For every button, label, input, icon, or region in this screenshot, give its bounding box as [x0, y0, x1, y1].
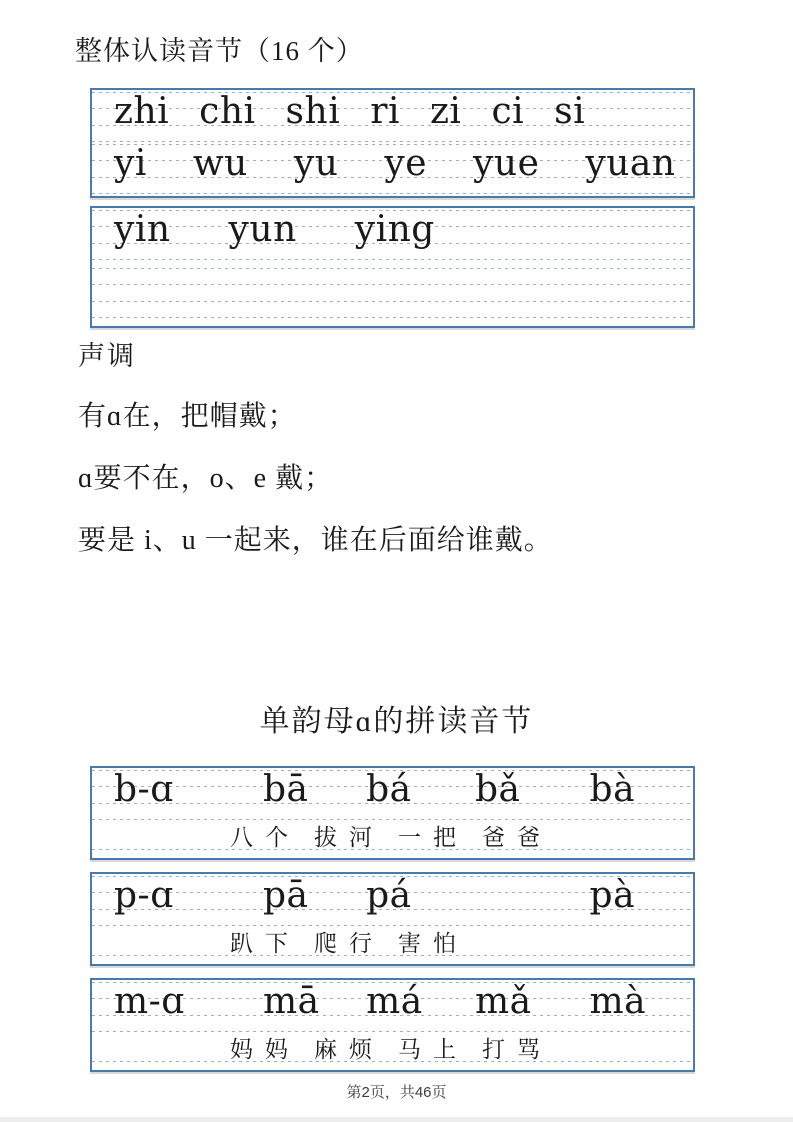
fourline-grid — [92, 210, 693, 260]
hanzi-word-row — [92, 820, 693, 858]
pinyin-syllable: zhi — [114, 91, 170, 132]
pinyin-row — [114, 209, 687, 250]
pinyin-row — [114, 143, 687, 184]
pinyin-syllable: bà — [589, 769, 636, 810]
pinyin-row — [114, 981, 687, 1022]
hanzi-word: 爸爸 — [482, 825, 552, 850]
spelling-box-pa — [90, 872, 695, 966]
spelling-box-ma — [90, 978, 695, 1072]
pinyin-row — [114, 91, 687, 132]
hanzi-words — [230, 1037, 552, 1062]
pinyin-syllable: má — [366, 981, 423, 1022]
pinyin-syllable — [475, 878, 590, 914]
hanzi-word: 拔河 — [314, 825, 384, 850]
fourline-grid — [92, 876, 693, 926]
pinyin-syllable: mā — [262, 981, 320, 1022]
tone-rhyme-line: ɑ要不在，o、e 戴； — [78, 463, 334, 494]
pinyin-formula: m-ɑ — [114, 981, 185, 1022]
hanzi-word: 打骂 — [482, 1037, 552, 1062]
tones-heading: 声调 — [78, 341, 136, 371]
hanzi-word-row — [92, 1032, 693, 1070]
pinyin-syllable: bǎ — [474, 769, 521, 810]
fourline-grid-empty — [92, 268, 693, 318]
tone-rhyme-line: 要是 i、u 一起来，谁在后面给谁戴。 — [78, 525, 553, 556]
hanzi-word: 一把 — [398, 825, 468, 850]
pinyin-syllable: pá — [366, 875, 412, 916]
pinyin-syllable: yuan — [585, 143, 676, 184]
fourline-grid — [92, 982, 693, 1032]
pinyin-syllable: bá — [366, 769, 412, 810]
pinyin-syllable: yu — [293, 143, 339, 184]
hanzi-word: 马上 — [398, 1037, 468, 1062]
pinyin-formula: b-ɑ — [114, 769, 174, 810]
pinyin-syllable: mà — [589, 981, 647, 1022]
pinyin-syllable: yin — [114, 209, 171, 250]
spelling-box-ba — [90, 766, 695, 860]
hanzi-word: 趴下 — [230, 931, 300, 956]
pinyin-grid-box-2 — [90, 206, 695, 328]
pinyin-grid-box-1 — [90, 88, 695, 198]
page-number: 第2页，共46页 — [346, 1084, 447, 1101]
pinyin-row — [114, 875, 687, 916]
pinyin-syllable: ye — [384, 143, 428, 184]
pinyin-syllable: si — [554, 91, 586, 132]
pinyin-syllable: chi — [199, 91, 256, 132]
pinyin-syllable: mǎ — [474, 981, 532, 1022]
fourline-grid — [92, 770, 693, 820]
pinyin-row — [114, 769, 687, 810]
fourline-grid — [92, 144, 693, 194]
pinyin-syllable: wu — [192, 143, 248, 184]
hanzi-word: 麻烦 — [314, 1037, 384, 1062]
pinyin-syllable: ri — [370, 91, 400, 132]
pinyin-syllable: ci — [491, 91, 525, 132]
pinyin-syllable: yun — [228, 209, 297, 250]
section-title-spelling: 单韵母ɑ的拼读音节 — [259, 705, 534, 738]
hanzi-word: 妈妈 — [230, 1037, 300, 1062]
pinyin-syllable: zi — [429, 91, 462, 132]
pinyin-formula: p-ɑ — [114, 875, 174, 916]
hanzi-word: 八个 — [230, 825, 300, 850]
pinyin-syllable: bā — [262, 769, 309, 810]
hanzi-words — [230, 931, 468, 956]
hanzi-word: 害怕 — [398, 931, 468, 956]
hanzi-word-row — [92, 926, 693, 964]
pinyin-syllable: yi — [114, 143, 147, 184]
pinyin-syllable: yue — [473, 143, 540, 184]
section-title-whole-read: 整体认读音节（16 个） — [75, 36, 364, 66]
page-bottom-edge — [0, 1117, 793, 1122]
hanzi-words — [230, 825, 552, 850]
pinyin-syllable: pā — [262, 875, 309, 916]
hanzi-word: 爬行 — [314, 931, 384, 956]
pinyin-syllable: ying — [354, 209, 435, 250]
fourline-grid — [92, 92, 693, 142]
pinyin-syllable: pà — [589, 875, 636, 916]
pinyin-syllable: shi — [285, 91, 341, 132]
tone-rhyme-line: 有ɑ在，把帽戴； — [78, 401, 297, 432]
